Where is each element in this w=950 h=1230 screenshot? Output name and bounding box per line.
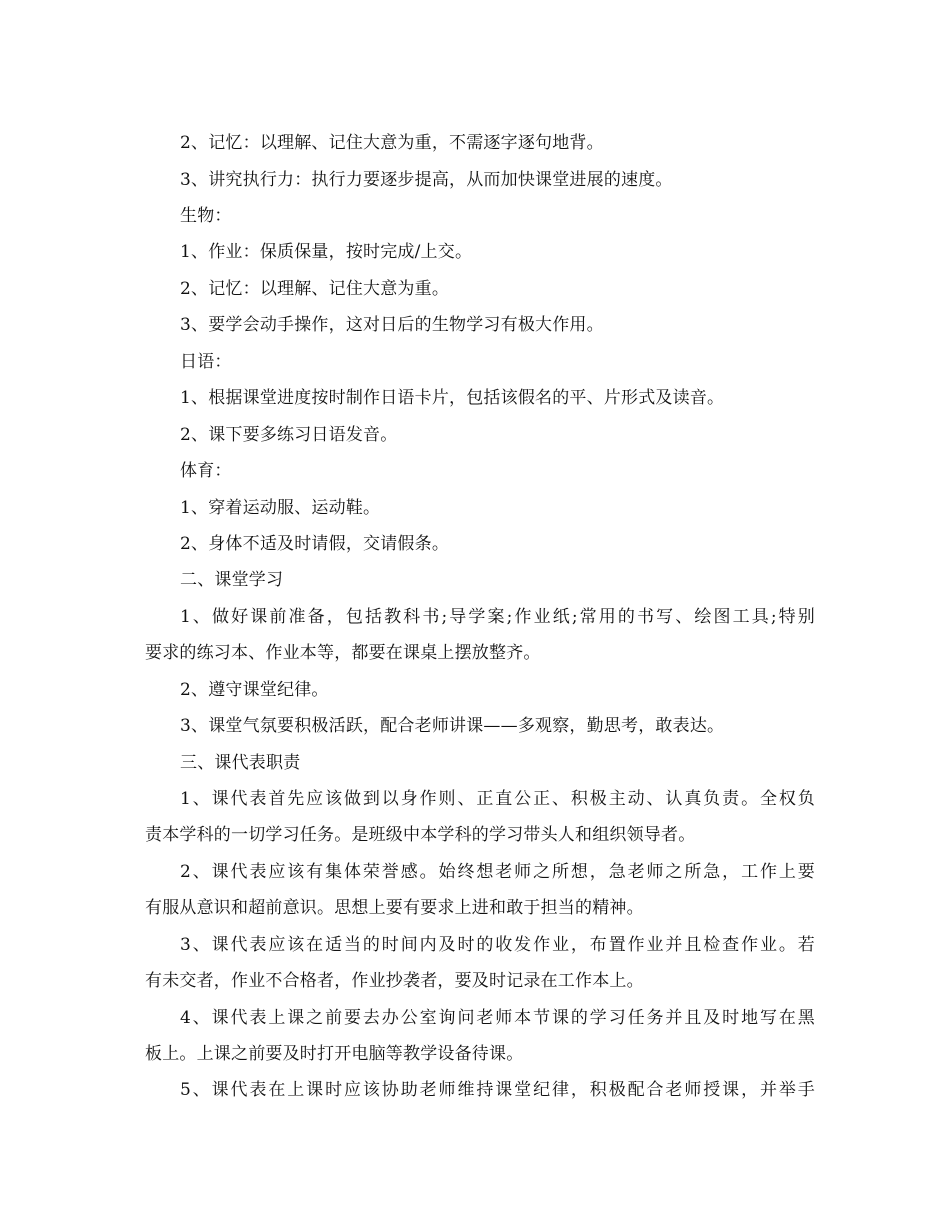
- paragraph-line: 有服从意识和超前意识。思想上要有要求上进和敢于担当的精神。: [145, 898, 644, 918]
- paragraph-line: 2、课代表应该有集体荣誉感。始终想老师之所想，急老师之所急，工作上要: [180, 862, 815, 882]
- paragraph-line: 板上。上课之前要及时打开电脑等教学设备待课。: [145, 1044, 524, 1064]
- text-line: 2、记忆：以理解、记住大意为重。: [180, 279, 450, 299]
- text-line: 2、身体不适及时请假，交请假条。: [180, 534, 450, 554]
- section-heading: 三、课代表职责: [180, 753, 301, 773]
- text-line: 2、遵守课堂纪律。: [180, 680, 329, 700]
- text-line: 1、根据课堂进度按时制作日语卡片，包括该假名的平、片形式及读音。: [180, 388, 725, 408]
- text-line: 2、课下要多练习日语发音。: [180, 425, 398, 445]
- text-line: 3、课堂气氛要积极活跃，配合老师讲课——多观察，勤思考，敢表达。: [180, 716, 725, 736]
- paragraph-line: 3、课代表应该在适当的时间内及时的收发作业，布置作业并且检查作业。若: [180, 935, 815, 955]
- section-heading: 日语：: [180, 352, 232, 372]
- text-line: 3、要学会动手操作，这对日后的生物学习有极大作用。: [180, 315, 604, 335]
- paragraph-line: 责本学科的一切学习任务。是班级中本学科的学习带头人和组织领导者。: [145, 825, 696, 845]
- paragraph-line: 有未交者，作业不合格者，作业抄袭者，要及时记录在工作本上。: [145, 971, 644, 991]
- paragraph-line: 要求的练习本、作业本等，都要在课桌上摆放整齐。: [145, 643, 541, 663]
- paragraph-line: 4、课代表上课之前要去办公室询问老师本节课的学习任务并且及时地写在黑: [180, 1008, 815, 1028]
- text-line: 1、作业：保质保量，按时完成/上交。: [180, 242, 473, 262]
- section-heading: 生物：: [180, 206, 232, 226]
- paragraph-line: 1、做好课前准备，包括教科书;导学案;作业纸;常用的书写、绘图工具;特别: [180, 607, 815, 627]
- text-line: 1、穿着运动服、运动鞋。: [180, 498, 381, 518]
- text-line: 2、记忆：以理解、记住大意为重，不需逐字逐句地背。: [180, 133, 604, 153]
- text-line: 3、讲究执行力：执行力要逐步提高，从而加快课堂进展的速度。: [180, 170, 673, 190]
- section-heading: 二、课堂学习: [180, 570, 284, 590]
- paragraph-line: 1、课代表首先应该做到以身作则、正直公正、积极主动、认真负责。全权负: [180, 789, 815, 809]
- paragraph-line: 5、课代表在上课时应该协助老师维持课堂纪律，积极配合老师授课，并举手: [180, 1080, 815, 1100]
- section-heading: 体育：: [180, 461, 232, 481]
